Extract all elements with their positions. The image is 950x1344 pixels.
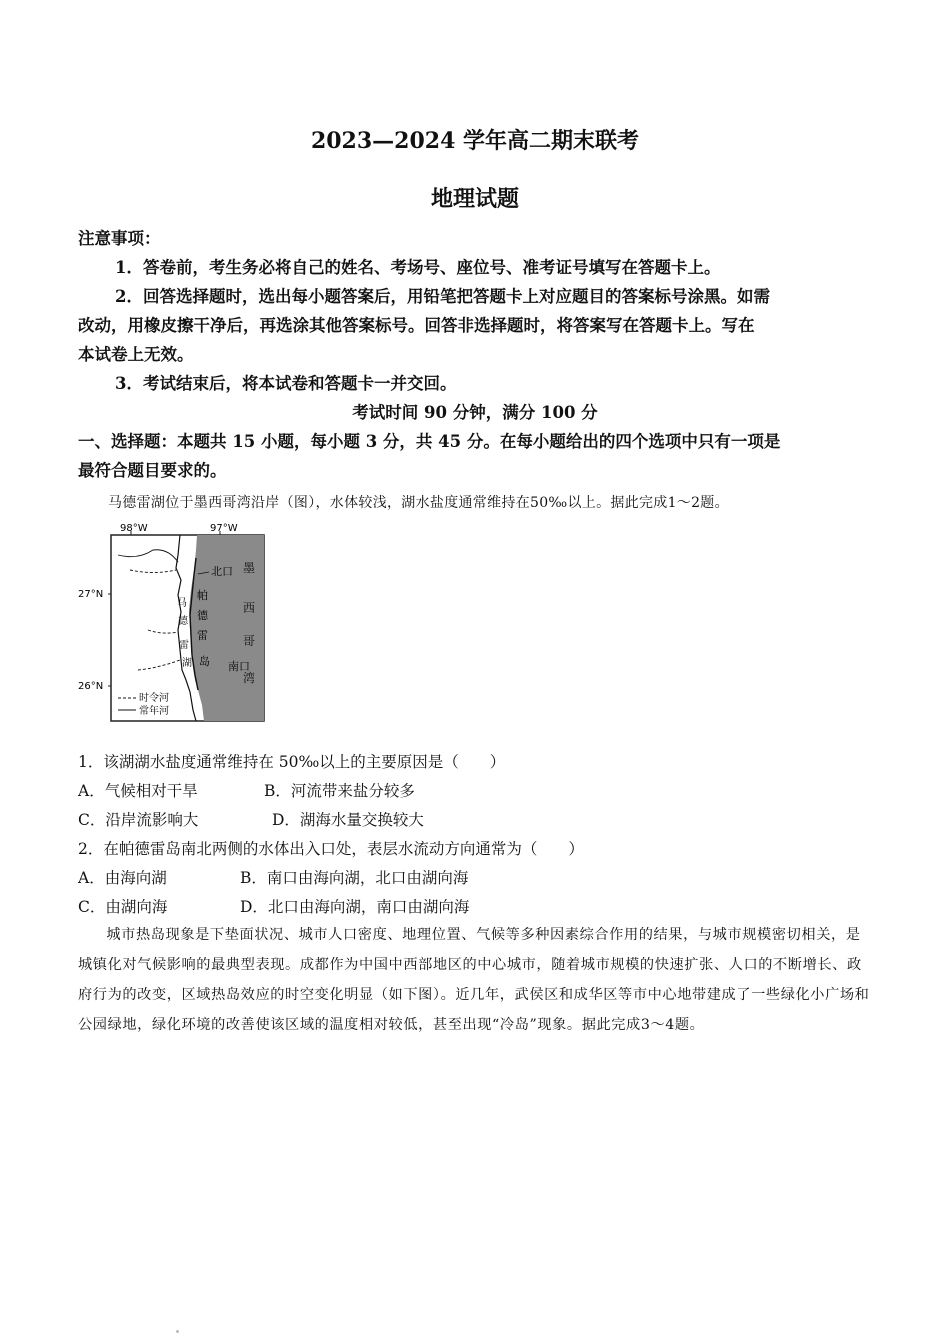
island-char-2: 德 <box>197 609 208 622</box>
lon-label-right: 97°W <box>210 523 238 534</box>
exam-title: 2023—2024 学年高二期末联考 <box>310 128 640 154</box>
legend-seasonal-label: 时令河 <box>139 693 169 704</box>
q2-option-d: D．北口由海向湖，南口由湖向海 <box>240 898 470 916</box>
island-char-4: 岛 <box>199 655 210 668</box>
exam-subtitle: 地理试题 <box>430 186 519 212</box>
q2-option-c: C．由湖向海 <box>78 898 168 916</box>
south-mouth-label: 南口 <box>228 660 250 673</box>
lat-label-bottom: 26°N <box>78 681 104 692</box>
north-mouth-label: 北口 <box>211 565 233 578</box>
sea-char-1: 墨 <box>243 561 256 575</box>
lake-char-1: 马 <box>177 598 187 609</box>
legend-perennial-label: 常年河 <box>139 706 169 717</box>
q1-option-d: D．湖海水量交换较大 <box>272 811 424 829</box>
q1-option-c: C．沿岸流影响大 <box>78 811 199 829</box>
lake-char-4: 湖 <box>182 658 192 669</box>
island-char-3: 雷 <box>197 629 208 642</box>
laguna-madre-map <box>78 520 270 722</box>
lon-label-left: 98°W <box>120 523 148 534</box>
sea-char-2: 西 <box>243 601 256 615</box>
exam-info: 考试时间 90 分钟，满分 100 分 <box>352 403 598 422</box>
lake-char-3: 雷 <box>179 640 189 651</box>
lat-label-top: 27°N <box>78 589 104 600</box>
lake-char-2: 德 <box>178 616 188 627</box>
page-mark <box>176 1330 179 1333</box>
section-heading-line-2: 最符合题目要求的。 <box>78 461 227 480</box>
q2-option-b: B．南口由海向湖，北口由湖向海 <box>240 869 469 887</box>
q2-stem: 2．在帕德雷岛南北两侧的水体出入口处，表层水流动方向通常为（ ） <box>78 840 584 858</box>
notice-item-1: 1．答卷前，考生务必将自己的姓名、考场号、座位号、准考证号填写在答题卡上。 <box>115 258 721 277</box>
notice-heading: 注意事项： <box>78 229 161 248</box>
island-char-1: 帕 <box>197 589 208 602</box>
notice-item-2-line-1: 2．回答选择题时，选出每小题答案后，用铅笔把答题卡上对应题目的答案标号涂黑。如需 <box>115 287 770 306</box>
group2-intro: 城市热岛现象是下垫面状况、城市人口密度、地理位置、气候等多种因素综合作用的结果，与城市规模密切相关，是城镇化对气候影响的最典型表现。成都作为中国中西部地区的中心城市，随着城市规模的快速扩张、人口的不断增长、政府行为的改变，区域热岛效应的时空变化明显（如下图）。近几年，武侯区和成华区等市中心地带建成了一些绿化小广场和公园绿地，绿化环境的改善使该区域的温度相对较低，甚至出现“冷岛”现象。据此完成3～4题。 <box>78 927 870 1033</box>
notice-item-2-line-3: 本试卷上无效。 <box>78 345 194 364</box>
q1-option-b: B．河流带来盐分较多 <box>264 782 415 800</box>
sea-char-3: 哥 <box>243 634 256 648</box>
q2-option-a: A．由海向湖 <box>78 869 167 887</box>
notice-item-3: 3．考试结束后，将本试卷和答题卡一并交回。 <box>115 374 457 393</box>
q1-option-a: A．气候相对干旱 <box>78 782 198 800</box>
group1-intro: 马德雷湖位于墨西哥湾沿岸（图），水体较浅，湖水盐度通常维持在50‰以上。据此完成1～2题。 <box>108 495 729 511</box>
section-heading-line-1: 一、选择题：本题共 15 小题，每小题 3 分，共 45 分。在每小题给出的四个选项中只有一项是 <box>78 432 781 451</box>
q1-stem: 1．该湖湖水盐度通常维持在 50‰以上的主要原因是（ ） <box>78 753 506 771</box>
sea-char-4: 湾 <box>243 671 256 685</box>
notice-item-2-line-2: 改动，用橡皮擦干净后，再选涂其他答案标号。回答非选择题时，将答案写在答题卡上。写在 <box>78 316 755 335</box>
